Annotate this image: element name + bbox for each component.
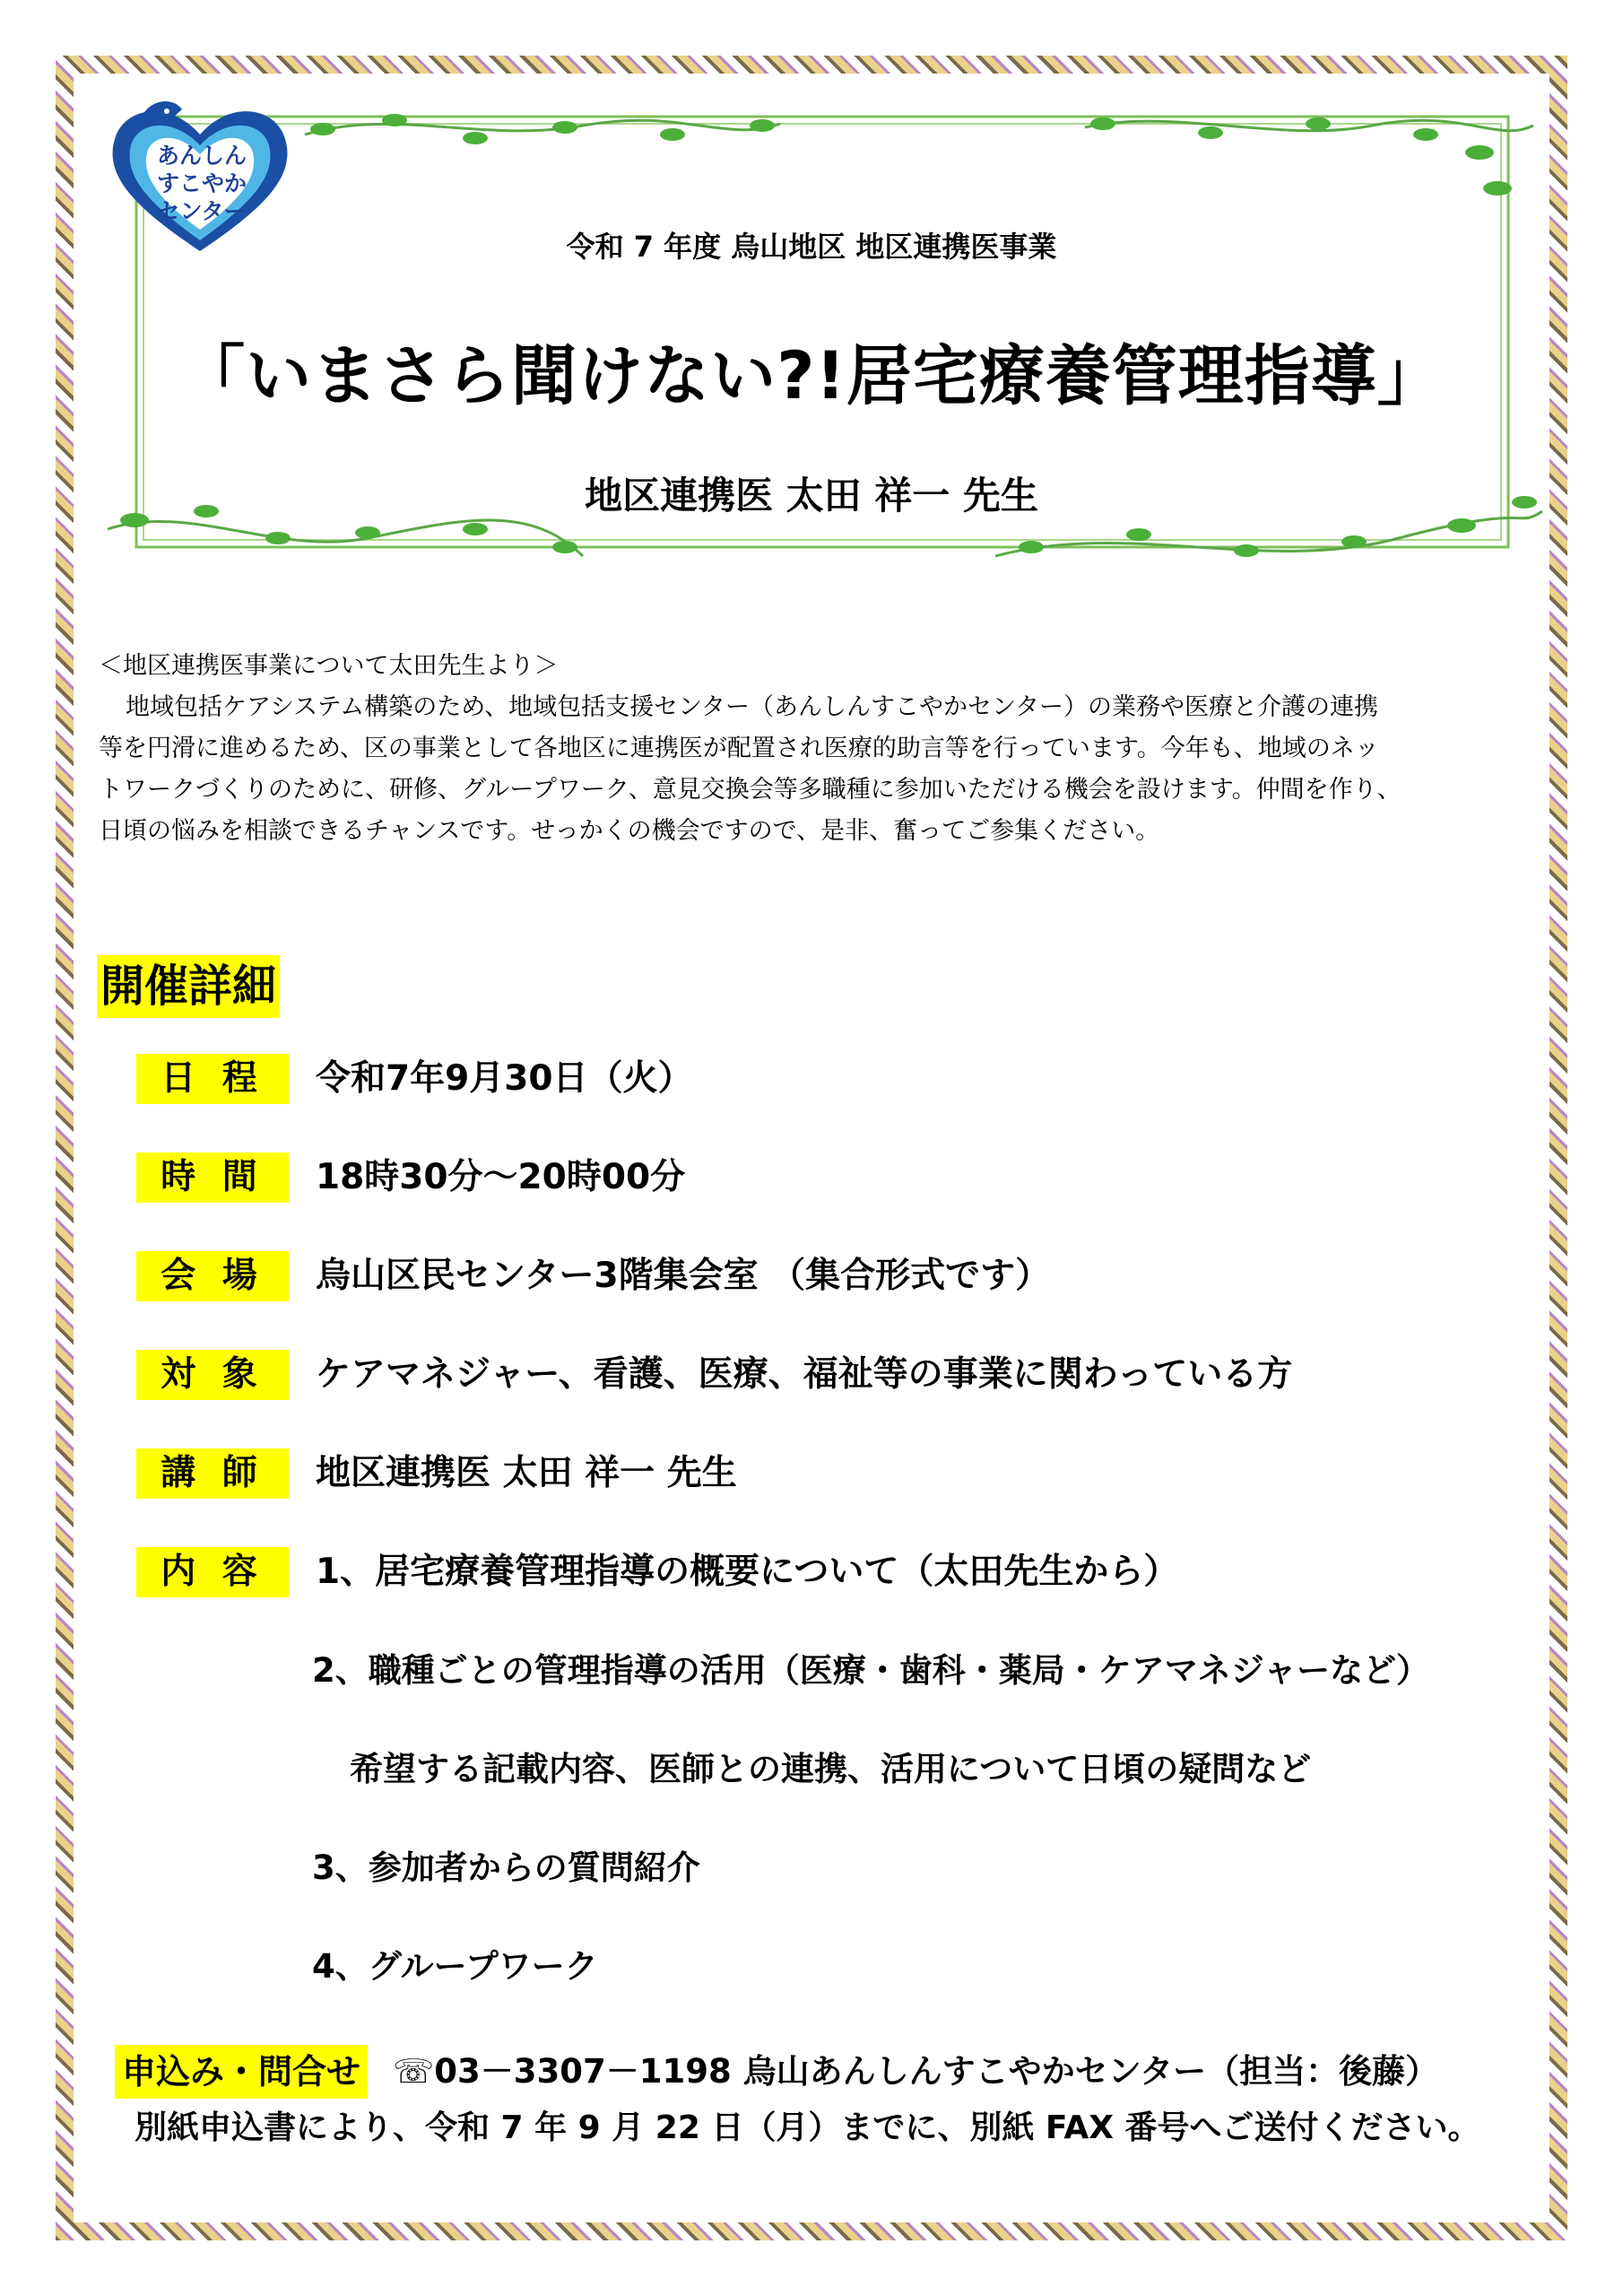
detail-label: 内 容 [136, 1547, 289, 1597]
logo-line: あんしん [156, 143, 247, 169]
apply-note: 別紙申込書により、令和 7 年 9 月 22 日（月）までに、別紙 FAX 番号へご送付ください。 [135, 2109, 1480, 2146]
event-title: 「いまさら聞けない?!居宅療養管理指導」 [179, 338, 1444, 414]
details-heading: 開催詳細 [97, 955, 280, 1018]
logo-line: すこやか [156, 170, 247, 196]
event-subtitle: 令和 7 年度 烏山地区 地区連携医事業 [566, 230, 1057, 264]
intro-heading: ＜地区連携医事業について太田先生より＞ [99, 652, 559, 680]
detail-value: 烏山区民センター3階集会室 （集合形式です） [316, 1256, 1051, 1296]
intro-line: 等を円滑に進めるため、区の事業として各地区に連携医が配置され医療的助言等を行っています。今年も、地域のネッ [99, 735, 1379, 762]
detail-label: 日 程 [136, 1054, 289, 1104]
detail-label: 講 師 [136, 1448, 289, 1499]
detail-label: 対 象 [136, 1350, 289, 1400]
detail-row-date [0, 1054, 1623, 1108]
content-item: 希望する記載内容、医師との連携、活用について日頃の疑問など [350, 1750, 1312, 1788]
detail-row-time [0, 1152, 1623, 1206]
intro-line: 地域包括ケアシステム構築のため、地域包括支援センター（あんしんすこやかセンター）の業務や医療と介護の連携 [126, 693, 1378, 721]
detail-row-content [0, 1547, 1623, 1601]
detail-row-target [0, 1350, 1623, 1404]
intro-body [99, 687, 1533, 852]
apply-label: 申込み・問合せ [115, 2045, 368, 2099]
detail-label: 会 場 [136, 1251, 289, 1301]
detail-row-venue [0, 1251, 1623, 1305]
detail-row-lecturer [0, 1448, 1623, 1502]
content-item: 3、参加者からの質問紹介 [312, 1848, 700, 1887]
apply-contact: ☏03－3307－1198 烏山あんしんすこやかセンター（担当：後藤） [393, 2052, 1439, 2091]
content-item: 2、職種ごとの管理指導の活用（医療・歯科・薬局・ケアマネジャーなど） [312, 1651, 1430, 1690]
content-item: 4、グループワーク [312, 1947, 598, 1986]
intro-section [99, 646, 1533, 852]
event-speaker: 地区連携医 太田 祥一 先生 [585, 474, 1038, 517]
detail-value: 18時30分～20時00分 [316, 1157, 686, 1197]
intro-line: 日頃の悩みを相談できるチャンスです。せっかくの機会ですので、是非、奮ってご参集ください。 [99, 817, 1160, 845]
detail-value: 令和7年9月30日（火） [316, 1058, 693, 1099]
detail-value: 地区連携医 太田 祥一 先生 [316, 1453, 737, 1493]
detail-label: 時 間 [136, 1152, 289, 1203]
detail-value: ケアマネジャー、看護、医療、福祉等の事業に関わっている方 [316, 1354, 1293, 1395]
logo-line: センター [157, 198, 247, 224]
logo-text [135, 142, 269, 225]
detail-value: 1、居宅療養管理指導の概要について（太田先生から） [316, 1552, 1179, 1592]
intro-line: トワークづくりのために、研修、グループワーク、意見交換会等多職種に参加いただける機会を設けます。仲間を作り、 [99, 776, 1402, 804]
